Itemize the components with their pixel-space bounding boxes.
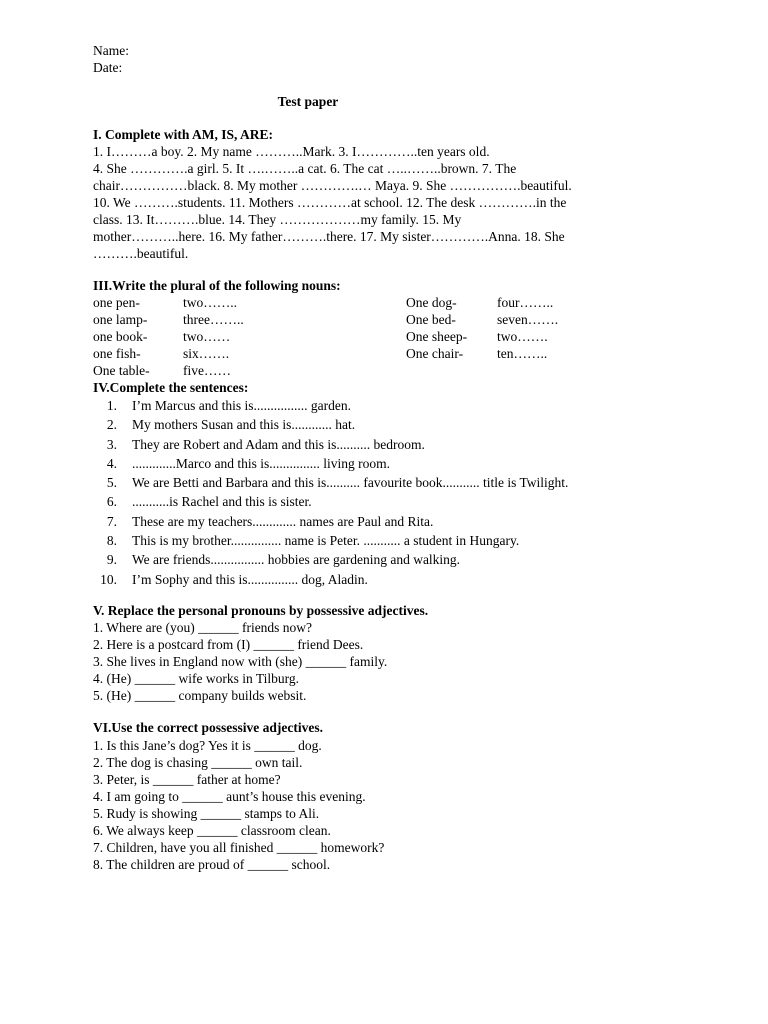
section-5-line: 1. Where are (you) ______ friends now? [93,620,313,636]
section-6-line: 3. Peter, is ______ father at home? [93,771,281,787]
list-item: 3. They are Robert and Adam and this is.......... bedroom. [106,436,425,452]
name-label: Name: [93,43,129,58]
list-item: 6. ...........is Rachel and this is sister. [106,494,312,510]
page-title: Test paper [277,94,339,109]
section-6-line: 7. Children, have you all finished ______ homework? [93,839,385,855]
plural-blank: six……. [183,345,230,361]
list-item: 5. We are Betti and Barbara and this is.......... favourite book........... title is Twilight. [106,475,569,491]
noun-item: One sheep- [406,328,468,344]
section-5-line: 4. (He) ______ wife works in Tilburg. [93,671,300,687]
noun-item: One dog- [406,294,457,310]
list-item: 7. These are my teachers............. names are Paul and Rita. [106,513,434,529]
plural-col-blank-left [183,295,244,380]
section-5-body [93,619,693,704]
section-6-line: 6. We always keep ______ classroom clean. [93,822,331,838]
date-label: Date: [93,59,123,75]
test-paper [93,43,693,873]
section-4-list [93,396,693,589]
noun-item: One bed- [406,311,456,327]
section-3-heading: III.Write the plural of the following nouns: [93,278,341,293]
list-item: 4. .............Marco and this is............... living room. [106,455,390,471]
plural-blank: two…… [183,328,231,344]
section-1-heading: I. Complete with AM, IS, ARE: [93,126,274,142]
section-5-line: 3. She lives in England now with (she) ______ family. [93,654,388,670]
noun-item: one pen- [93,294,140,310]
plural-table [93,295,693,380]
section-1-line: 1. I………a boy. 2. My name ………..Mark. 3. I…………..ten years old. [93,144,490,159]
section-6-line: 2. The dog is chasing ______ own tail. [93,754,303,770]
plural-blank: three…….. [183,311,244,327]
section-6-line: 1. Is this Jane’s dog? Yes it is ______ dog. [93,737,322,753]
plural-blank: seven……. [497,311,559,327]
noun-item: One chair- [406,345,464,361]
section-1-line: ……….beautiful. [93,246,189,261]
section-1-line: 4. She ………….a girl. 5. It ….……..a cat. 6. The cat …..……..brown. 7. The [93,161,517,176]
plural-blank: two…….. [183,294,237,310]
section-6-body [93,737,693,873]
section-5-line: 5. (He) ______ company builds websit. [93,688,307,704]
noun-item: one fish- [93,345,141,361]
plural-col-blank-right [497,295,558,363]
noun-item: One table- [93,362,150,378]
section-6-line: 5. Rudy is showing ______ stamps to Ali. [93,805,320,821]
plural-col-singular-left [93,295,150,380]
section-4-heading: IV.Complete the sentences: [93,379,249,395]
plural-col-singular-right [406,295,467,363]
plural-blank: two……. [497,328,548,344]
list-item: 9. We are friends................ hobbies are gardening and walking. [106,552,461,568]
section-1-line: chair……………black. 8. My mother ………….… Maya. 9. She …………….beautiful. [93,178,572,193]
section-6-heading: VI.Use the correct possessive adjectives. [93,720,323,736]
plural-blank: five…… [183,362,231,378]
section-1-line: class. 13. It……….blue. 14. They ………………my family. 15. My [93,212,462,227]
section-1-line: 10. We ……….students. 11. Mothers …………at school. 12. The desk ………….in the [93,195,567,210]
section-6-line: 8. The children are proud of ______ school. [93,856,331,872]
list-item: 1. I’m Marcus and this is................ garden. [106,398,351,413]
section-1-line: mother………..here. 16. My father……….there. 17. My sister………….Anna. 18. She [93,229,565,244]
list-item: 10. I’m Sophy and this is............... dog, Aladin. [100,571,368,587]
list-item: 2. My mothers Susan and this is............ hat. [106,417,356,433]
section-5-heading: V. Replace the personal pronouns by possessive adjectives. [93,602,429,618]
noun-item: one book- [93,328,148,344]
list-item: 8. This is my brother............... name is Peter. ........... a student in Hungary. [106,533,520,549]
noun-item: one lamp- [93,311,148,327]
plural-blank: ten…….. [497,345,548,361]
section-6-line: 4. I am going to ______ aunt’s house this evening. [93,788,366,804]
section-1-body [93,143,668,262]
plural-blank: four…….. [497,294,554,310]
section-5-line: 2. Here is a postcard from (I) ______ friend Dees. [93,637,364,653]
